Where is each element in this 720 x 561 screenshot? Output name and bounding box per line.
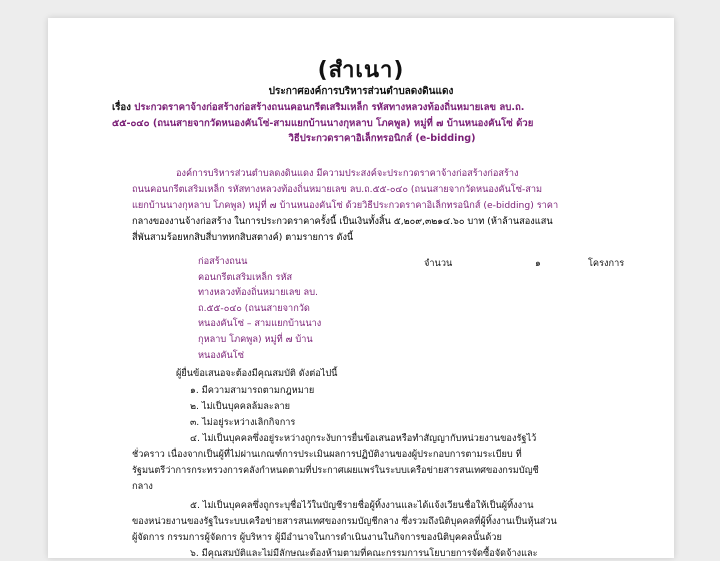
intro-paragraph-cont <box>132 182 662 246</box>
qualification-intro: ผู้ยื่นข้อเสนอจะต้องมีคุณสมบัติ ดังต่อไปนี้ <box>176 368 338 379</box>
subject-label: เรื่อง <box>112 102 131 113</box>
item-qty: ๑ <box>535 258 541 269</box>
item-line-1: ก่อสร้างถนน <box>198 256 248 267</box>
item-line-5: หนองคันโซ่ – สามแยกบ้านนาง <box>198 318 322 330</box>
intro-paragraph <box>176 166 646 182</box>
qualification-5-line-3: ผู้จัดการ กรรมการผู้จัดการ ผู้บริหาร ผู้มีอำนาจในการดำเนินงานในกิจการของนิติบุคคลนั้นด้วย <box>132 532 502 543</box>
qualification-6: ๖. มีคุณสมบัติและไม่มีลักษณะต้องห้ามตามที่คณะกรรมการนโยบายการจัดซื้อจัดจ้างและ <box>190 548 538 559</box>
intro-line-2: ถนนคอนกรีตเสริมเหล็ก รหัสทางหลวงท้องถิ่นหมายเลข ลบ.ถ.๕๕-๐๔๐ (ถนนสายจากวัดหนองคันโซ่-สาม <box>132 184 543 195</box>
document-page <box>48 18 674 558</box>
qualification-5-line-2: ของหน่วยงานของรัฐในระบบเครือข่ายสารสนเทศของกรมบัญชีกลาง ซึ่งรวมถึงนิติบุคคลที่ผู้ทิ้งงานเป็นหุ้นส่วน <box>132 516 557 527</box>
intro-line-1: องค์การบริหารส่วนตำบลดงดินแดง มีความประสงค์จะประกวดราคาจ้างก่อสร้างก่อสร้าง <box>176 168 519 179</box>
intro-line-3: แยกบ้านนางกุหลาบ โภคพูล) หมู่ที่ ๗ บ้านหนองคันโซ่ ด้วยวิธีประกวดราคาอิเล็กทรอนิกส์ (e-bidding) ราคา <box>132 200 559 211</box>
subject-line-3: วิธีประกวดราคาอิเล็กทรอนิกส์ (e-bidding) <box>288 133 476 144</box>
item-line-6: กุหลาบ โภคพูล) หมู่ที่ ๗ บ้าน <box>198 333 313 345</box>
item-line-4: ถ.๕๕-๐๔๐ (ถนนสายจากวัด <box>198 302 310 314</box>
qualification-1: ๑. มีความสามารถตามกฎหมาย <box>190 385 315 396</box>
subject-line-2: ๕๕-๐๔๐ (ถนนสายจากวัดหนองคันโซ่-สามแยกบ้านนางกุหลาบ โภคพูล) หมู่ที่ ๗ บ้านหนองคันโซ่ ด้วย <box>112 117 534 129</box>
item-description <box>198 254 388 363</box>
qualification-4-line-3: รัฐมนตรีว่าการกระทรวงการคลังกำหนดตามที่ประกาศเผยแพร่ในระบบเครือข่ายสารสนเทศของกรมบัญชี <box>132 465 539 476</box>
item-line-7: หนองคันโซ่ <box>198 349 244 361</box>
subject-line-1: ประกวดราคาจ้างก่อสร้างก่อสร้างถนนคอนกรีตเสริมเหล็ก รหัสทางหลวงท้องถิ่นหมายเลข ลบ.ถ. <box>134 102 525 113</box>
item-line-2: คอนกรีตเสริมเหล็ก รหัส <box>198 271 293 283</box>
intro-line-5: สี่พันสามร้อยหกสิบสี่บาทหกสิบสตางค์) ตามรายการ ดังนี้ <box>132 232 354 243</box>
intro-line-4: กลางของงานจ้างก่อสร้าง ในการประกวดราคาครั้งนี้ เป็นเงินทั้งสิ้น ๕,๒๐๙,๓๒๑๔.๖๐ บาท (ห้าล้านสองแสน <box>132 216 553 227</box>
copy-stamp: (สำเนา) <box>317 58 405 83</box>
announcement-title: ประกาศองค์การบริหารส่วนตำบลดงดินแดง <box>268 86 454 97</box>
item-qty-label: จำนวน <box>424 258 453 269</box>
qualification-2: ๒. ไม่เป็นบุคคลล้มละลาย <box>190 401 291 412</box>
qualification-4-line-1: ๔. ไม่เป็นบุคคลซึ่งอยู่ระหว่างถูกระงับการยื่นข้อเสนอหรือทำสัญญากับหน่วยงานของรัฐไว้ <box>190 433 537 444</box>
qualification-5-line-1: ๕. ไม่เป็นบุคคลซึ่งถูกระบุชื่อไว้ในบัญชีรายชื่อผู้ทิ้งงานและได้แจ้งเวียนชื่อให้เป็นผู้ทิ้งงาน <box>190 500 534 511</box>
item-line-3: ทางหลวงท้องถิ่นหมายเลข ลบ. <box>198 287 318 299</box>
qualification-4-line-4: กลาง <box>132 481 153 492</box>
item-unit: โครงการ <box>588 258 625 269</box>
subject-block <box>112 100 652 147</box>
qualification-4-line-2: ชั่วคราว เนื่องจากเป็นผู้ที่ไม่ผ่านเกณฑ์การประเมินผลการปฏิบัติงานของผู้ประกอบการตามระเบียบ ที่ <box>132 449 522 460</box>
qualification-3: ๓. ไม่อยู่ระหว่างเลิกกิจการ <box>190 417 296 428</box>
